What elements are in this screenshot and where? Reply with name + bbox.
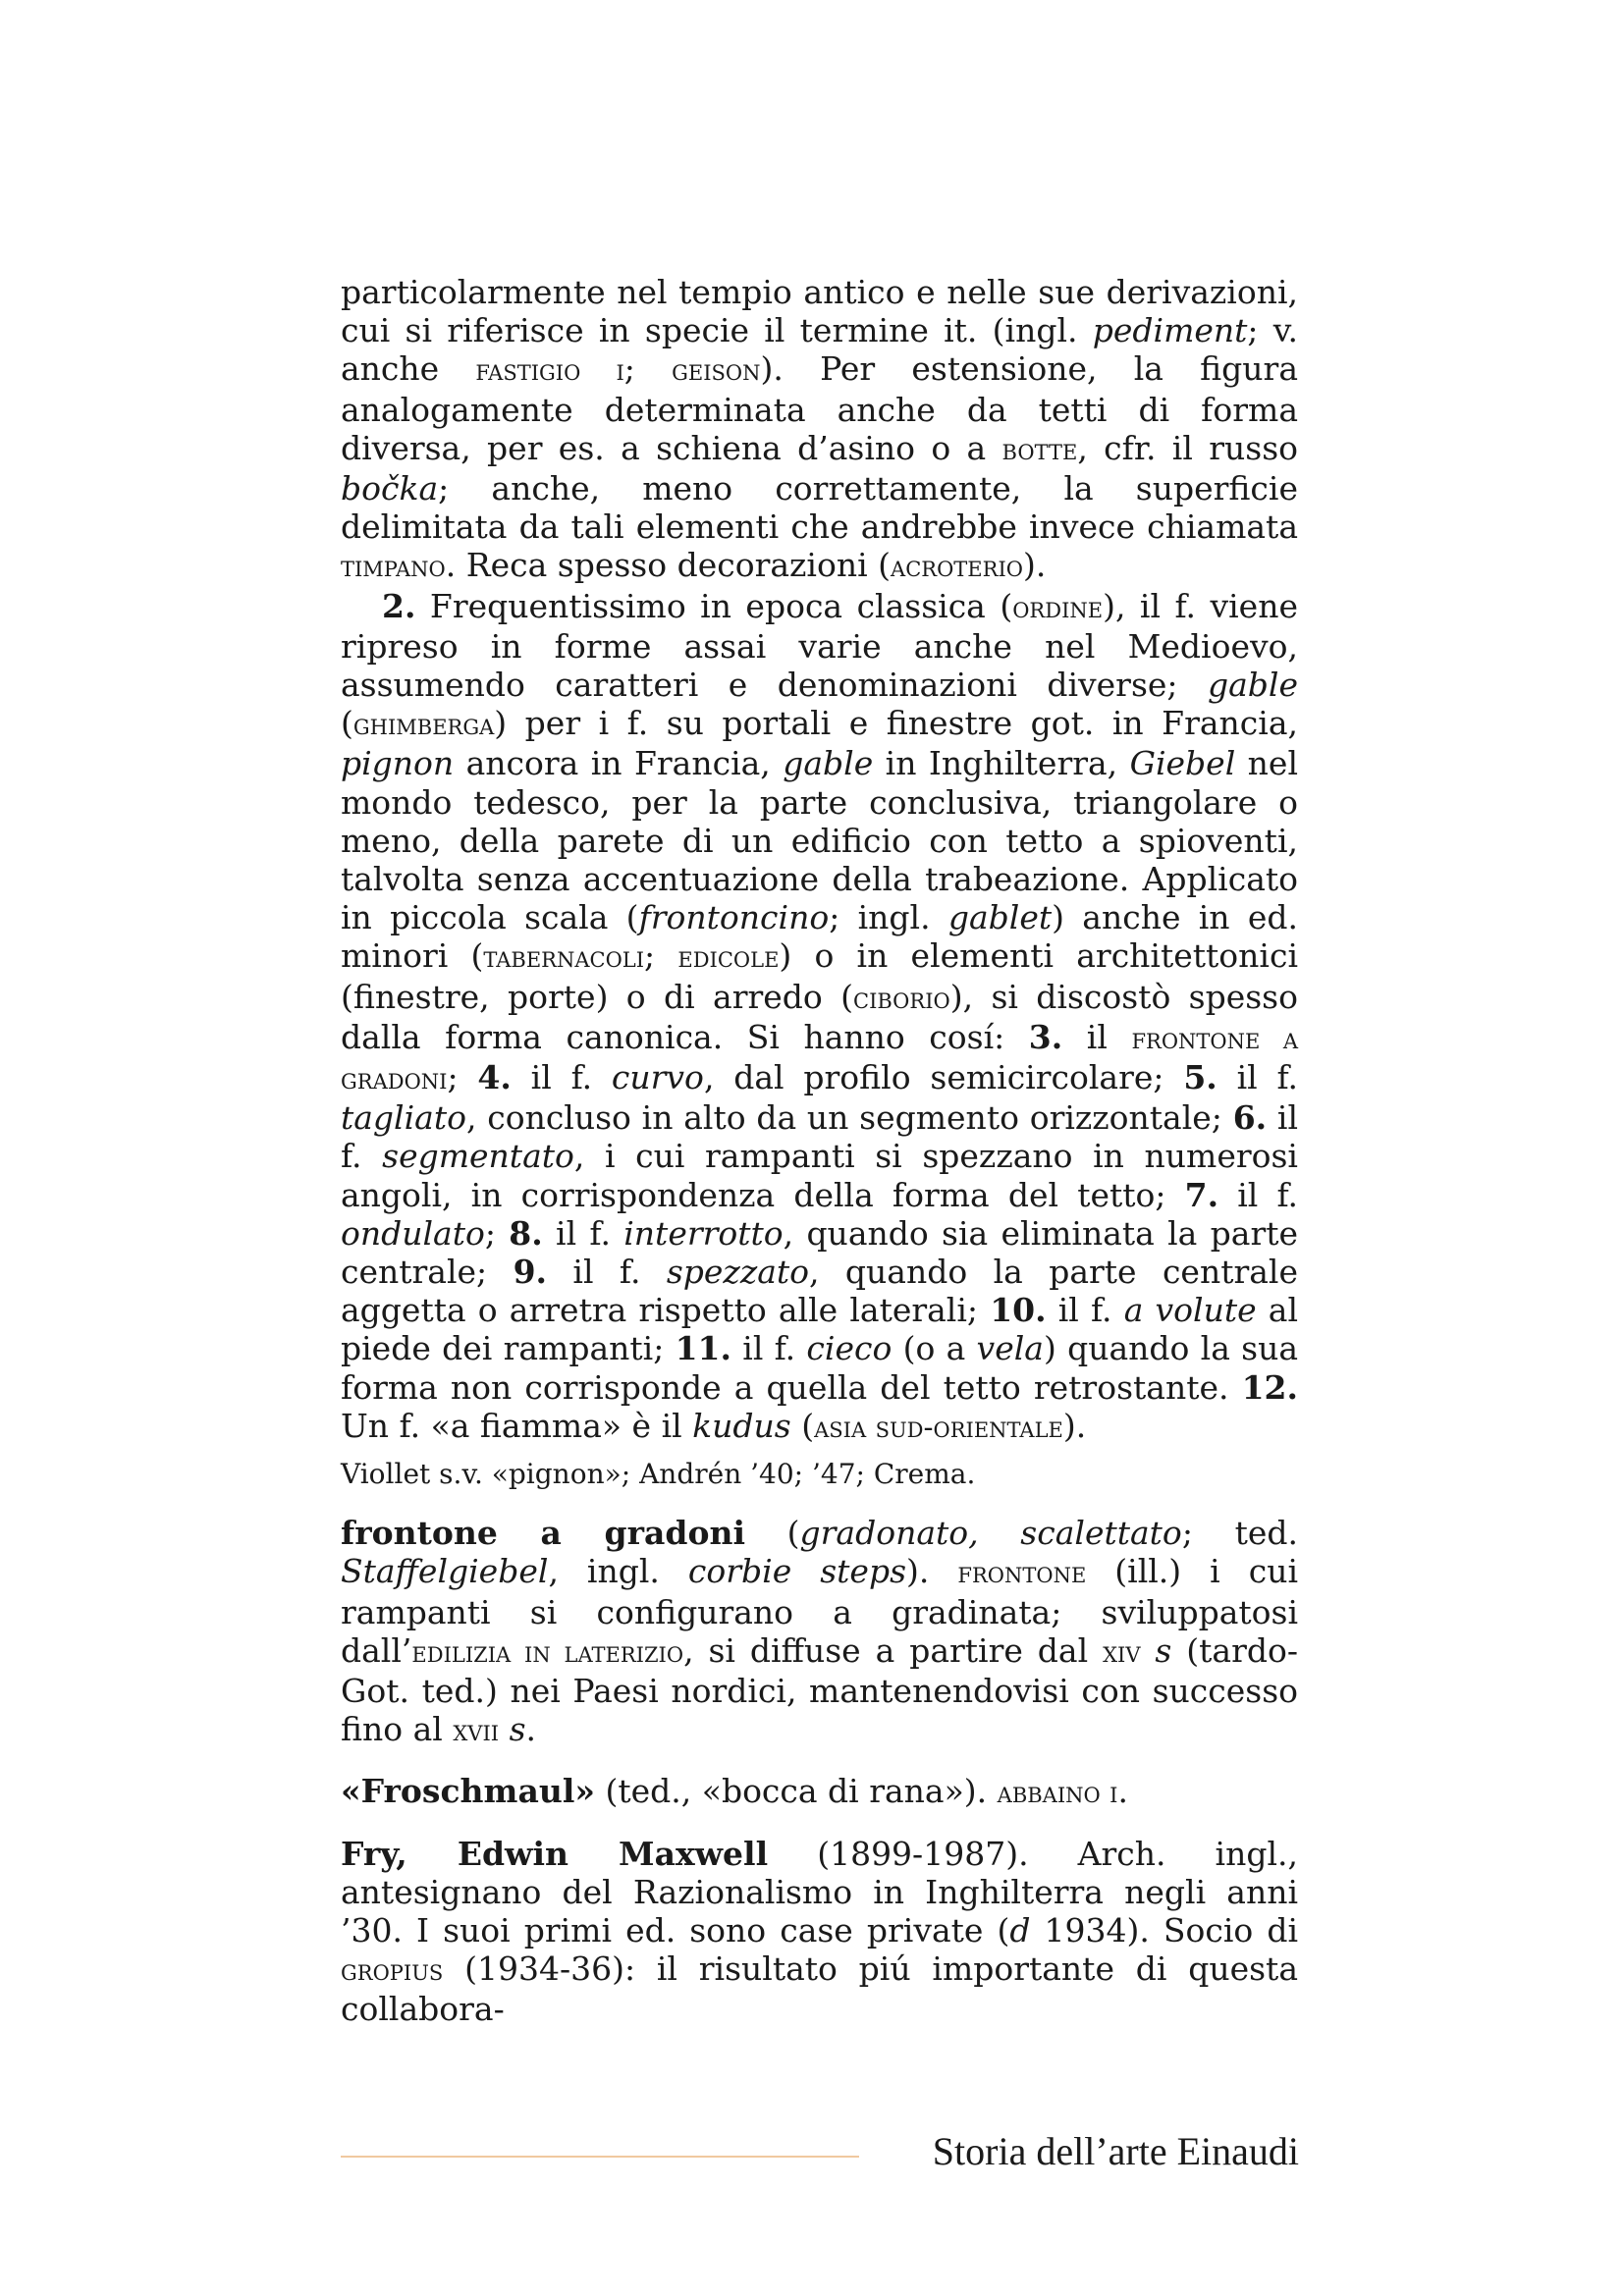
cross-reference: frontone — [957, 1556, 1087, 1591]
italic-term: kudus — [692, 1406, 791, 1445]
text-run: ( — [341, 704, 353, 743]
cross-reference: timpano — [341, 550, 446, 585]
item-number: 12. — [1241, 1367, 1298, 1407]
bibliography-references: Viollet s.v. «pignon»; Andrén ’40; ’47; Crema. — [341, 1458, 976, 1491]
text-run: ). — [1022, 546, 1047, 585]
item-number: 3. — [1028, 1017, 1063, 1056]
text-run: ), si discostò spesso dalla forma canonica. Si hanno cosí: — [341, 977, 1298, 1056]
text-run: (tardo-Got. ted.) nei Paesi nordici, mantenendovisi con successo fino al — [341, 1630, 1298, 1749]
text-run — [499, 1710, 510, 1748]
frontone-paragraph-1 — [341, 273, 1298, 587]
italic-term: cieco — [806, 1329, 893, 1368]
italic-term: spezzato — [666, 1253, 810, 1292]
item-number: 7. — [1184, 1175, 1219, 1214]
cross-reference: gropius — [341, 1953, 444, 1989]
entry-headword: frontone a gradoni — [341, 1514, 745, 1553]
text-run: ) quando la sua forma non corrisponde a quella del tetto retrostante. — [341, 1329, 1298, 1407]
cross-reference: edilizia in laterizio — [411, 1634, 684, 1670]
text-run: ; v. anche — [341, 311, 1298, 389]
italic-term: ondulato — [341, 1213, 485, 1253]
italic-term: tagliato — [341, 1098, 466, 1138]
text-run — [1141, 1631, 1156, 1670]
text-run: il f. — [1217, 1058, 1299, 1097]
cross-reference: frontone a gradoni — [341, 1021, 1298, 1097]
text-run: ; anche, meno correttamente, la superficie delimitata da tali elementi che andrebbe invece chiamata — [341, 469, 1298, 547]
cross-reference: botte — [1001, 432, 1078, 467]
text-run: , si diffuse a partire dal — [683, 1630, 1104, 1670]
text-run: , quando sia eliminata la parte centrale; — [341, 1213, 1299, 1292]
text-run: ; — [447, 1058, 478, 1097]
cross-reference: edicole — [677, 940, 780, 976]
item-number: 5. — [1183, 1058, 1217, 1097]
italic-term: gable — [1207, 666, 1298, 705]
item-number: 9. — [513, 1253, 548, 1292]
footer-publisher: Storia dell’arte Einaudi — [932, 2129, 1299, 2173]
text-run: ). — [1062, 1406, 1087, 1445]
entry-headword: «Froschmaul» — [341, 1772, 595, 1811]
text-run: ). Per estensione, la figura analogamente determinata anche da tetti di forma diversa, per es. a schiena d’asino o a — [341, 349, 1298, 467]
century-numeral: xvii — [453, 1714, 500, 1749]
text-run: ; ted. — [1181, 1514, 1298, 1553]
text-run: , dal profilo semicircolare; — [703, 1058, 1184, 1097]
text-run: ), il f. viene ripreso in forme assai varie anche nel Medioevo, assumendo caratteri e denominazioni diverse; — [341, 586, 1298, 705]
italic-term: d — [1009, 1910, 1031, 1949]
text-run: il — [1062, 1017, 1132, 1056]
text-run: (o a — [892, 1329, 977, 1368]
text-run: il f. — [341, 1098, 1299, 1176]
text-run: , quando la parte centrale aggetta o arretra rispetto alle laterali; — [341, 1253, 1299, 1330]
italic-term: gable — [783, 744, 874, 783]
text-run: , concluso in alto da un segmento orizzontale; — [465, 1098, 1233, 1138]
italic-term: Giebel — [1129, 744, 1236, 783]
text-run: 1934). Socio di — [1030, 1910, 1299, 1949]
italic-term: frontoncino — [638, 898, 830, 937]
entry-fry-edwin-maxwell — [341, 1835, 1298, 2029]
text-run: , cfr. il russo — [1077, 428, 1298, 467]
cross-reference: fastigio i — [475, 353, 624, 389]
entry-headword: Fry, Edwin Maxwell — [341, 1834, 769, 1873]
item-number: 2. — [382, 586, 416, 625]
cross-reference: tabernacoli — [483, 940, 645, 976]
text-run: il f. — [1218, 1175, 1298, 1214]
footer-rule — [341, 2156, 859, 2158]
page-body — [341, 273, 1298, 2029]
text-run: (1899-1987). Arch. ingl., antesignano del Razionalismo in Inghilterra negli anni ’30. I suoi primi ed. sono case private ( — [341, 1834, 1298, 1949]
item-number: 4. — [477, 1058, 512, 1097]
italic-term: vela — [976, 1329, 1044, 1368]
entry-froschmaul — [341, 1772, 1298, 1812]
text-run: . — [525, 1710, 536, 1749]
italic-term: curvo — [611, 1058, 704, 1097]
text-run: (ill.) i cui rampanti si configurano a gradinata; sviluppatosi dall’ — [341, 1552, 1299, 1670]
text-run: Un f. «a fiamma» è il — [341, 1406, 693, 1445]
text-run: il f. — [1046, 1291, 1124, 1330]
item-number: 10. — [990, 1291, 1047, 1330]
text-run: nel mondo tedesco, per la parte conclusiva, triangolare o meno, della parete di un edificio con tetto a spioventi, talvolta senza accentuazione della trabeazione. Applicato in piccola scala ( — [341, 744, 1299, 937]
text-run: ) o in elementi architettonici (finestre, porte) o di arredo ( — [341, 936, 1299, 1016]
text-run: ; ingl. — [829, 898, 948, 937]
text-run: (ted., «bocca di rana»). — [595, 1772, 998, 1811]
text-run: ( — [790, 1406, 815, 1445]
cross-reference: ciborio — [853, 981, 950, 1016]
text-run: ; — [484, 1213, 510, 1253]
text-run: . Reca spesso decorazioni ( — [445, 546, 892, 585]
text-run: , i cui rampanti si spezzano in numerosi angoli, in corrispondenza della forma del tetto; — [341, 1137, 1298, 1214]
italic-term: gablet — [947, 898, 1053, 937]
italic-term: pediment — [1092, 311, 1248, 350]
cross-reference: abbaino i — [997, 1776, 1118, 1811]
text-run: , ingl. — [548, 1552, 688, 1591]
italic-term: interrotto — [623, 1213, 784, 1253]
text-run: (1934-36): il risultato piú importante di questa collabora- — [341, 1949, 1298, 2029]
text-run: ; — [644, 936, 678, 976]
text-run: ) per i f. su portali e finestre got. in Francia, — [494, 704, 1298, 743]
cross-reference: acroterio — [891, 550, 1023, 585]
item-number: 11. — [675, 1329, 731, 1368]
text-run: ( — [744, 1514, 800, 1553]
text-run: in Inghilterra, — [873, 744, 1130, 783]
italic-term: corbie steps — [687, 1552, 907, 1591]
text-run: ; — [623, 349, 673, 389]
text-run: . — [1117, 1772, 1128, 1811]
text-run: al piede dei rampanti; — [341, 1291, 1299, 1368]
text-run: ). — [906, 1552, 958, 1591]
text-run: il f. — [547, 1253, 667, 1292]
italic-term: pignon — [341, 744, 455, 783]
text-run: Frequentissimo in epoca classica ( — [415, 586, 1013, 625]
cross-reference: ghimberga — [352, 708, 495, 743]
cross-reference: geison — [672, 353, 761, 389]
cross-reference: asia sud-orientale — [814, 1410, 1063, 1445]
italic-term: s — [509, 1710, 526, 1749]
text-run: ) anche in ed. minori ( — [341, 898, 1298, 976]
text-run: il f. — [731, 1329, 807, 1368]
frontone-paragraph-2 — [341, 587, 1298, 1447]
item-number: 8. — [509, 1213, 543, 1253]
italic-term: s — [1155, 1630, 1172, 1670]
entry-frontone-a-gradoni — [341, 1514, 1298, 1750]
item-number: 6. — [1232, 1098, 1268, 1138]
text-run: particolarmente nel tempio antico e nelle sue derivazioni, cui si riferisce in specie il termine it. (ingl. — [341, 273, 1298, 350]
italic-term: segmentato — [382, 1137, 574, 1176]
century-numeral: xiv — [1103, 1634, 1141, 1670]
italic-term: bočka — [341, 469, 439, 508]
text-run: il f. — [542, 1213, 624, 1253]
text-run: ancora in Francia, — [454, 744, 784, 783]
italic-term: Staffelgiebel — [341, 1552, 549, 1591]
cross-reference: ordine — [1012, 590, 1104, 625]
italic-term: gradonato, scalettato — [799, 1514, 1182, 1553]
italic-term: a volute — [1123, 1291, 1257, 1330]
text-run: il f. — [511, 1058, 612, 1097]
